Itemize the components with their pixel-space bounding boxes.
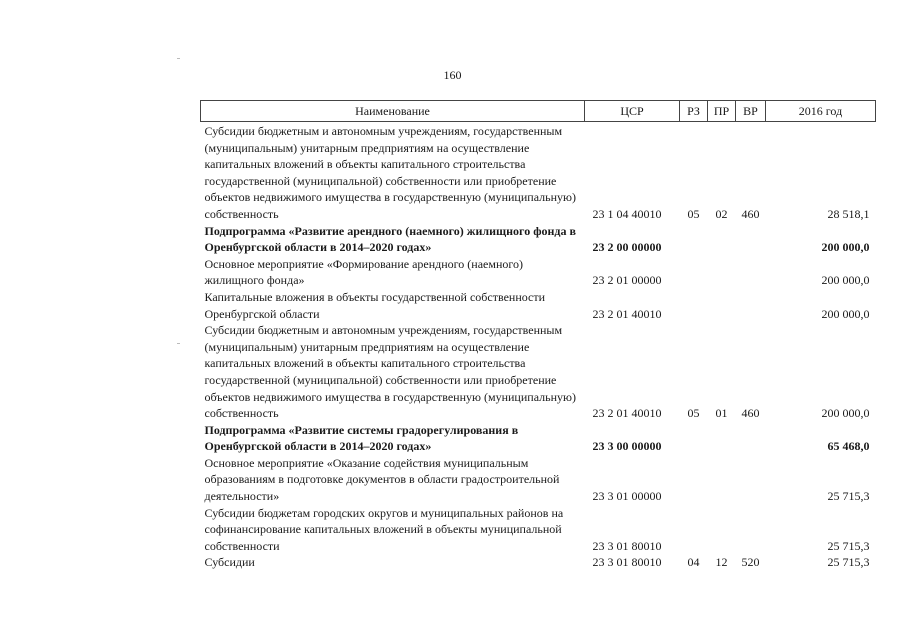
- row-csr: 23 3 01 80010: [592, 555, 662, 570]
- row-amount: 200 000,0: [821, 306, 870, 321]
- table-row: [201, 505, 876, 555]
- row-rz: [680, 223, 708, 256]
- scan-mark: [177, 58, 180, 59]
- row-pr: 01: [715, 406, 728, 421]
- table-row: [201, 554, 876, 571]
- budget-table: [200, 100, 876, 571]
- row-amount: 200 000,0: [821, 273, 870, 288]
- row-amount: 25 715,3: [827, 555, 870, 570]
- row-csr: 23 3 01 80010: [592, 538, 662, 553]
- table-body: [201, 122, 876, 572]
- table-row: [201, 289, 876, 322]
- table-row: [201, 455, 876, 505]
- row-amount: 65 468,0: [827, 439, 870, 454]
- row-name: Субсидии бюджетным и автономным учреждениям, государственным (муниципальным) унитарным предприятиям на осуществление капитальных вложений в объекты капитального строительства государственной (муниципальной) собственности или приобретение объектов недвижимого имущества в государственную (муниципальную) собственность: [204, 124, 576, 221]
- row-vr: [736, 455, 766, 505]
- header-rz: РЗ: [680, 101, 708, 122]
- row-rz: [680, 505, 708, 555]
- row-amount: 25 715,3: [827, 489, 870, 504]
- row-pr: [708, 289, 736, 322]
- row-vr: [736, 256, 766, 289]
- row-name: Субсидии: [204, 555, 255, 570]
- table-row: [201, 256, 876, 289]
- row-pr: [708, 256, 736, 289]
- row-csr: 23 3 01 00000: [592, 489, 662, 504]
- row-rz: [680, 256, 708, 289]
- table-row: [201, 122, 876, 223]
- row-vr: 460: [741, 406, 760, 421]
- header-csr: ЦСР: [585, 101, 680, 122]
- row-pr: [708, 505, 736, 555]
- row-vr: [736, 422, 766, 455]
- table-row: [201, 322, 876, 422]
- header-name: Наименование: [201, 101, 585, 122]
- row-name: Капитальные вложения в объекты государственной собственности Оренбургской области: [204, 289, 546, 321]
- header-vr: ВР: [736, 101, 766, 122]
- header-pr: ПР: [708, 101, 736, 122]
- row-csr: 23 2 01 00000: [592, 273, 662, 288]
- table-row: [201, 422, 876, 455]
- row-amount: 200 000,0: [821, 240, 870, 255]
- table-row: [201, 223, 876, 256]
- scan-mark: [177, 343, 180, 344]
- row-pr: [708, 455, 736, 505]
- table-header: [201, 101, 876, 122]
- row-rz: [680, 422, 708, 455]
- row-csr: 23 1 04 40010: [592, 206, 662, 221]
- row-pr: 02: [715, 206, 728, 221]
- row-csr: 23 2 01 40010: [592, 406, 662, 421]
- row-name: Основное мероприятие «Оказание содействия муниципальным образованиям в подготовке документов в области градостроительной деятельности»: [204, 455, 560, 504]
- row-name: Основное мероприятие «Формирование арендного (наемного) жилищного фонда»: [204, 256, 523, 288]
- row-vr: 520: [741, 555, 760, 570]
- row-rz: 04: [687, 555, 700, 570]
- row-pr: 12: [715, 555, 728, 570]
- row-amount: 28 518,1: [827, 206, 870, 221]
- row-csr: 23 2 01 40010: [592, 306, 662, 321]
- row-name: Субсидии бюджетам городских округов и муниципальных районов на софинансирование капитальных вложений в объекты муниципальной собственности: [204, 505, 564, 553]
- row-vr: [736, 289, 766, 322]
- row-rz: [680, 455, 708, 505]
- row-rz: 05: [687, 406, 700, 421]
- row-vr: [736, 505, 766, 555]
- row-vr: 460: [741, 206, 760, 221]
- row-rz: 05: [687, 206, 700, 221]
- row-rz: [680, 289, 708, 322]
- row-vr: [736, 223, 766, 256]
- row-name: Субсидии бюджетным и автономным учреждениям, государственным (муниципальным) унитарным предприятиям на осуществление капитальных вложений в объекты капитального строительства государственной (муниципальной) собственности или приобретение объектов недвижимого имущества в государственную (муниципальную) собственность: [204, 323, 576, 421]
- row-pr: [708, 223, 736, 256]
- page-number: 160: [443, 68, 462, 82]
- row-csr: 23 3 00 00000: [592, 439, 662, 454]
- header-year: 2016 год: [766, 101, 876, 122]
- row-pr: [708, 422, 736, 455]
- row-csr: 23 2 00 00000: [592, 240, 662, 255]
- row-amount: 25 715,3: [827, 538, 870, 553]
- row-amount: 200 000,0: [821, 406, 870, 421]
- row-name: Подпрограмма «Развитие системы градорегулирования в Оренбургской области в 2014–2020 годах»: [204, 422, 519, 454]
- row-name: Подпрограмма «Развитие арендного (наемного) жилищного фонда в Оренбургской области в 2014–2020 годах»: [204, 223, 576, 255]
